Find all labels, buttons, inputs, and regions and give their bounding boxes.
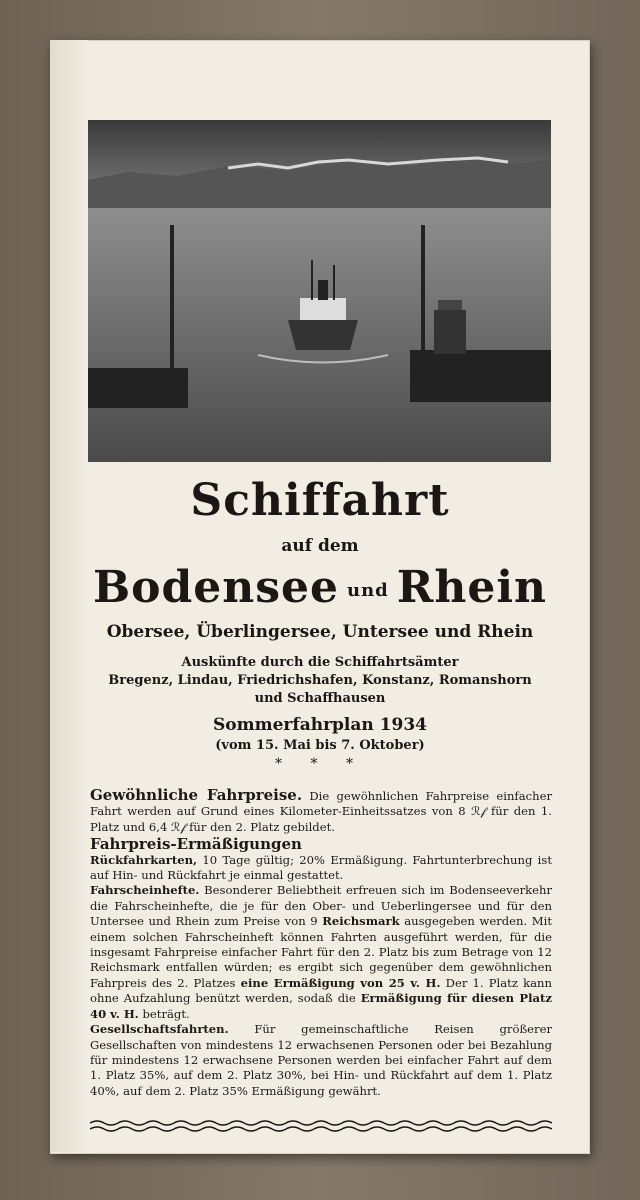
star-divider: * * * — [275, 756, 365, 772]
subtitle-auf-dem: auf dem — [281, 536, 359, 556]
fares-heading: Gewöhnliche Fahrpreise. — [90, 786, 303, 804]
return-text: 10 Tage gültig; 20% Ermäßigung. Fahrtunterbrechung ist auf Hin- und Rückfahrt je einmal gestattet. — [90, 852, 553, 883]
info-block — [60, 654, 580, 708]
booklets-bold-a: Reichsmark — [322, 914, 400, 929]
schedule-title: Sommerfahrplan 1934 — [213, 715, 427, 735]
schedule-dates: (vom 15. Mai bis 7. Oktober) — [215, 738, 425, 753]
booklets-bold-b: eine Ermäßigung von 25 v. H. — [240, 975, 441, 990]
booklets-text-d: beträgt. — [142, 1006, 190, 1021]
booklets-text-b: ausgegeben werden. Mit einem solchen Fahrscheinheft können Fahrten ausgeführt werden, für die insgesamt Fahrpreise einfacher Fahrt für den 2. Platz bis zum Betrage von 12 Reichsmark entfallen würden; es ergibt sich gegenüber dem gewöhnlichen Fahrpreis des 2. Platzes — [90, 914, 552, 990]
steamship-harbor-illustration — [88, 120, 551, 462]
reductions-heading: Fahrpreis-Ermäßigungen — [90, 835, 302, 854]
steamship-deck — [300, 298, 346, 320]
groups-heading: Gesellschaftsfahrten. — [90, 1022, 229, 1037]
lighthouse — [434, 310, 466, 354]
connector-und: und — [347, 580, 389, 601]
groups-text: Für gemeinschaftliche Reisen größerer Gesellschaften von mindestens 12 erwachsenen Personen oder bei Bezahlung für mindestens 12 erwachsene Personen werden bei einfacher Fahrt auf dem 1. Platz 35%, auf dem 2. Platz 30%, bei Hin- und Rückfahrt auf dem 1. Platz 40%, auf dem 2. Platz 35% Ermäßigung gewährt. — [90, 1022, 552, 1098]
groups-paragraph — [90, 1022, 552, 1099]
steamship-funnel — [318, 280, 328, 300]
river-name: Rhein — [396, 562, 548, 613]
return-paragraph — [90, 853, 552, 884]
wave-ornament — [90, 1118, 552, 1134]
title-bodensee-rhein — [60, 562, 580, 613]
lighthouse-top — [438, 300, 462, 310]
lake-name: Bodensee — [92, 562, 339, 613]
booklets-paragraph — [90, 883, 552, 1022]
fare-information — [90, 788, 552, 1099]
title-schiffahrt: Schiffahrt — [190, 475, 450, 526]
info-line-3: und Schaffhausen — [254, 691, 386, 706]
return-heading: Rückfahrkarten, — [90, 852, 198, 867]
booklets-text-a: Besonderer Beliebtheit erfreuen sich im Bodenseeverkehr die Fahrscheinhefte, die je für den Ober- und Ueberlingersee und für den Untersee und Rhein zum Preise von 9 — [90, 883, 553, 929]
steamship-hull — [288, 320, 358, 350]
harbor-photo — [88, 120, 551, 462]
booklets-text-c: Der 1. Platz kann ohne Aufzahlung benützt werden, sodaß die — [90, 975, 552, 1006]
info-line-1: Auskünfte durch die Schiffahrtsämter — [181, 655, 459, 670]
info-line-2: Bregenz, Lindau, Friedrichshafen, Konstanz, Romanshorn — [108, 673, 532, 688]
left-pier — [88, 368, 188, 408]
fares-paragraph — [90, 788, 552, 835]
booklets-bold-c: Ermäßigung für diesen Platz 40 v. H. — [90, 991, 552, 1021]
regions-line: Obersee, Überlingersee, Untersee und Rhein — [106, 622, 534, 642]
right-pier — [410, 350, 551, 402]
fares-text: Die gewöhnlichen Fahrpreise einfacher Fahrt werden auf Grund eines Kilometer-Einheitssatzes von 8 ℛ𝒻 für den 1. Platz und 6,4 ℛ𝒻 für den 2. Platz gebildet. — [90, 789, 553, 834]
booklets-heading: Fahrscheinhefte. — [90, 883, 200, 898]
